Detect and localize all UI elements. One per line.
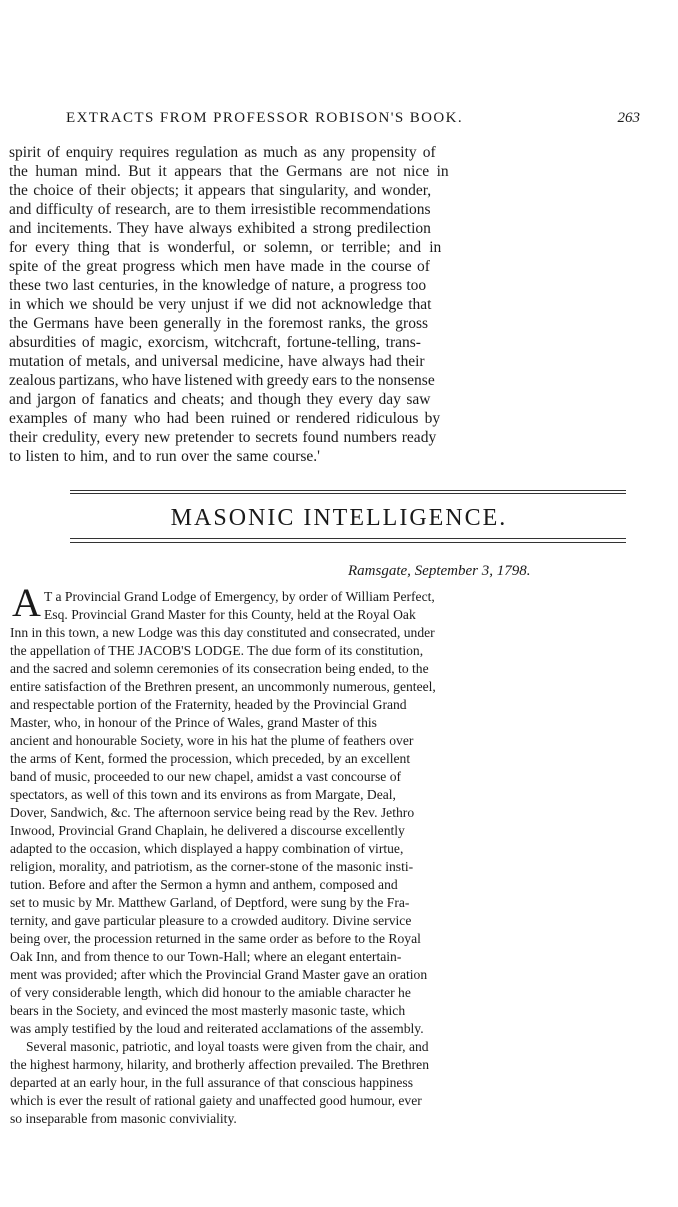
article-line: tution. Before and after the Sermon a hymn and anthem, composed and: [10, 877, 398, 892]
quote-line: the choice of their objects; it appears that singularity, and wonder,: [9, 182, 432, 199]
quote-line: spirit of enquiry requires regulation as much as any propensity of: [9, 144, 436, 161]
article-line: the highest harmony, hilarity, and brotherly affection prevailed. The Brethren: [10, 1057, 430, 1072]
article-line: ternity, and gave particular pleasure to a crowded auditory. Divine service: [10, 913, 412, 928]
quote-line: zealous partizans, who have listened with greedy ears to the nonsense: [9, 372, 435, 389]
article-line: adapted to the occasion, which displayed a happy combination of virtue,: [10, 841, 404, 856]
article-line: set to music by Mr. Matthew Garland, of Deptford, were sung by the Fra-: [10, 895, 410, 910]
quote-line: and jargon of fanatics and cheats; and though they every day saw: [9, 391, 431, 408]
article-line: Oak Inn, and from thence to our Town-Hall; where an elegant entertain-: [10, 949, 402, 964]
quote-line: examples of many who had been ruined or rendered ridiculous by: [9, 410, 441, 427]
running-head: EXTRACTS FROM PROFESSOR ROBISON'S BOOK.: [66, 110, 463, 126]
dateline: Ramsgate, September 3, 1798.: [348, 563, 531, 579]
article-line: band of music, proceeded to our new chapel, amidst a vast concourse of: [10, 769, 402, 784]
article-line: ancient and honourable Society, wore in his hat the plume of feathers over: [10, 733, 414, 748]
page-number: 263: [617, 110, 640, 126]
article-line: was amply testified by the loud and reiterated acclamations of the assembly.: [10, 1021, 424, 1036]
article-line: Several masonic, patriotic, and loyal toasts were given from the chair, and: [26, 1039, 429, 1054]
section-title: MASONIC INTELLIGENCE.: [170, 505, 508, 531]
quote-line: these two last centuries, in the knowledge of nature, a progress too: [9, 277, 427, 294]
article-line: bears in the Society, and evinced the most masterly masonic taste, which: [10, 1003, 406, 1018]
article-line: the appellation of THE JACOB'S LODGE. The due form of its constitution,: [10, 643, 424, 658]
article-line: and respectable portion of the Fraternity, headed by the Provincial Grand: [10, 697, 407, 712]
article-line: entire satisfaction of the Brethren present, an uncommonly numerous, genteel,: [10, 679, 436, 694]
quote-line: their credulity, every new pretender to secrets found numbers ready: [9, 429, 437, 446]
page-header: [8, 110, 668, 132]
article-line: being over, the procession returned in the same order as before to the Royal: [10, 931, 421, 946]
quote-line: for every thing that is wonderful, or solemn, or terrible; and in: [9, 239, 442, 256]
quote-line: the Germans have been generally in the foremost ranks, the gross: [9, 315, 429, 332]
article-line: Inn in this town, a new Lodge was this day constituted and consecrated, under: [10, 625, 435, 640]
article-line: Esq. Provincial Grand Master for this County, held at the Royal Oak: [44, 607, 416, 622]
article-line: Inwood, Provincial Grand Chaplain, he delivered a discourse excellently: [10, 823, 405, 838]
quote-line: spite of the great progress which men have made in the course of: [9, 258, 430, 275]
quote-line: and difficulty of research, are to them irresistible recommendations: [9, 201, 431, 218]
quote-line: the human mind. But it appears that the Germans are not nice in: [9, 163, 449, 180]
article-line: spectators, as well of this town and its environs as from Margate, Deal,: [10, 787, 396, 802]
article-line: the arms of Kent, formed the procession, which preceded, by an excellent: [10, 751, 411, 766]
quote-line: absurdities of magic, exorcism, witchcraft, fortune-telling, trans-: [9, 334, 421, 351]
article-line: which is ever the result of rational gaiety and unaffected good humour, ever: [10, 1093, 422, 1108]
article-line: and the sacred and solemn ceremonies of its consecration being ended, to the: [10, 661, 429, 676]
quote-line: in which we should be very unjust if we did not acknowledge that: [9, 296, 432, 313]
article-line: so inseparable from masonic conviviality.: [10, 1111, 237, 1126]
article-line: T a Provincial Grand Lodge of Emergency, by order of William Perfect,: [44, 589, 435, 604]
article-line: Dover, Sandwich, &c. The afternoon service being read by the Rev. Jethro: [10, 805, 415, 820]
article-line: religion, morality, and patriotism, as the corner-stone of the masonic insti-: [10, 859, 414, 874]
quote-line: and incitements. They have always exhibited a strong predilection: [9, 220, 431, 237]
article-line: departed at an early hour, in the full assurance of that conscious happiness: [10, 1075, 413, 1090]
article-line: Master, who, in honour of the Prince of Wales, grand Master of this: [10, 715, 377, 730]
quote-line: mutation of metals, and universal medicine, have always had their: [9, 353, 425, 370]
article-line: of very considerable length, which did honour to the amiable character he: [10, 985, 411, 1000]
drop-cap: A: [12, 580, 41, 625]
article-line: ment was provided; after which the Provincial Grand Master gave an oration: [10, 967, 428, 982]
quote-line: to listen to him, and to run over the same course.': [9, 448, 320, 465]
